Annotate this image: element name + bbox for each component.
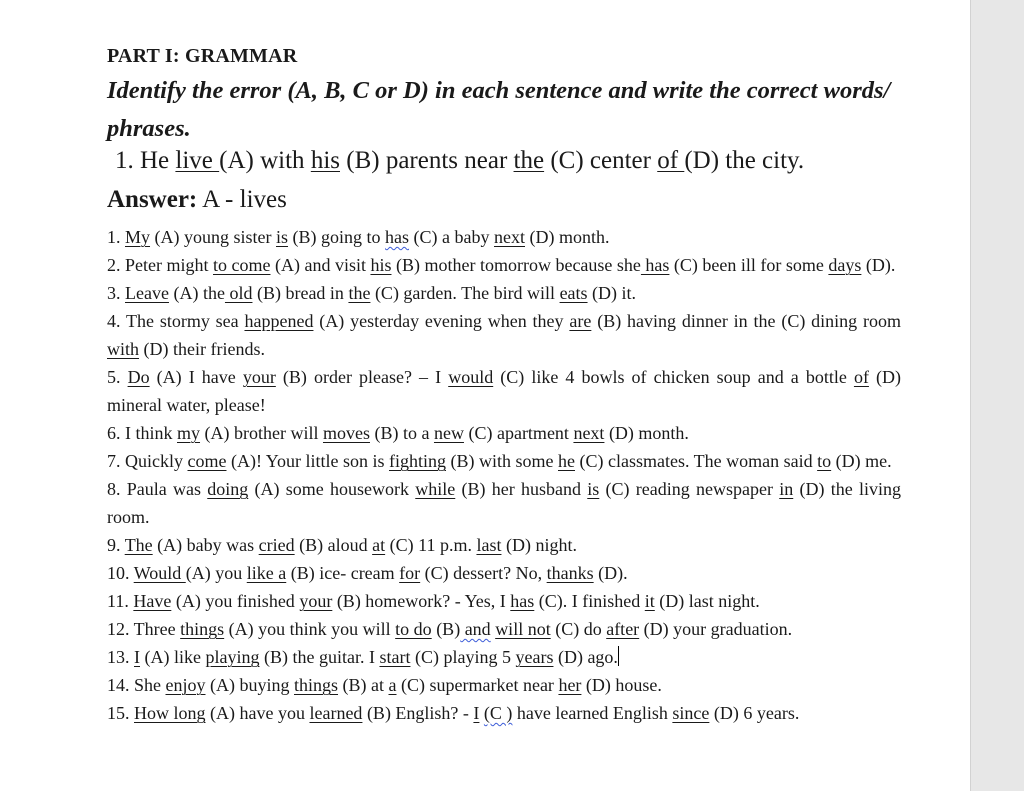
sentence-text: (C) been ill for some bbox=[669, 255, 829, 275]
underlined-option: doing bbox=[207, 479, 249, 499]
sentence-text: (B) English? - bbox=[362, 703, 474, 723]
underlined-option: after bbox=[606, 619, 640, 639]
question-list bbox=[107, 223, 901, 727]
sentence-text: 12. Three bbox=[107, 619, 181, 639]
underlined-option: new bbox=[433, 423, 464, 443]
sentence-text: (C) garden. The bird will bbox=[370, 283, 560, 303]
underlined-option: Have bbox=[133, 591, 172, 611]
underlined-option: Would bbox=[133, 563, 186, 583]
sentence-text: (C) do bbox=[550, 619, 607, 639]
underlined-option: to do bbox=[395, 619, 432, 639]
question-item bbox=[107, 223, 901, 251]
underlined-option: learned bbox=[309, 703, 363, 723]
document-gutter bbox=[970, 0, 1024, 791]
sentence-text: (C). I finished bbox=[534, 591, 645, 611]
question-item bbox=[107, 475, 901, 531]
underlined-option: will not bbox=[495, 619, 551, 639]
sentence-text: (B) bread in bbox=[252, 283, 349, 303]
sentence-text: (D) their friends. bbox=[139, 339, 265, 359]
underlined-option: it bbox=[644, 591, 655, 611]
underlined-option: I bbox=[134, 647, 140, 667]
sentence-text: (C) playing 5 bbox=[410, 647, 516, 667]
underlined-option: has bbox=[640, 255, 670, 275]
underlined-option: start bbox=[379, 647, 411, 667]
sentence-text: (A) you bbox=[185, 563, 247, 583]
question-item bbox=[107, 447, 901, 475]
sentence-text: (B) her husband bbox=[455, 479, 588, 499]
underlined-option: things bbox=[180, 619, 225, 639]
instruction-heading: Identify the error (A, B, C or D) in each sentence and write the correct words/ phrases. bbox=[107, 77, 891, 142]
sentence-text: (D) me. bbox=[831, 451, 892, 471]
sentence-text: (B) mother tomorrow because she bbox=[391, 255, 641, 275]
sentence-text: (A) and visit bbox=[270, 255, 371, 275]
underlined-option: your bbox=[242, 367, 276, 387]
sentence-text: (A) I have bbox=[149, 367, 243, 387]
underlined-option: cried bbox=[258, 535, 295, 555]
question-item bbox=[107, 643, 901, 671]
example-answer bbox=[107, 186, 287, 214]
sentence-text: (A) like bbox=[140, 647, 206, 667]
sentence-text: (A) brother will bbox=[200, 423, 323, 443]
underlined-option: her bbox=[558, 675, 582, 695]
sentence-text: 5. bbox=[107, 367, 128, 387]
underlined-option: playing bbox=[205, 647, 260, 667]
sentence-text: (A) young sister bbox=[150, 227, 276, 247]
sentence-text: 15. bbox=[107, 703, 134, 723]
sentence-text: (D) the living room. bbox=[107, 479, 901, 527]
question-item bbox=[107, 251, 901, 279]
sentence-text: 1. He bbox=[115, 147, 176, 174]
question-item bbox=[107, 307, 901, 363]
underlined-option: is bbox=[587, 479, 600, 499]
sentence-text: (A) you think you will bbox=[224, 619, 396, 639]
sentence-text: (C) like 4 bowls of chicken soup and a bottle bbox=[493, 367, 854, 387]
sentence-text: (D). bbox=[861, 255, 896, 275]
underlined-option: the bbox=[513, 147, 545, 174]
underlined-option: enjoy bbox=[165, 675, 206, 695]
sentence-text: (B) order please? – I bbox=[275, 367, 449, 387]
sentence-text: (B) the guitar. I bbox=[259, 647, 380, 667]
sentence-text: (D) last night. bbox=[654, 591, 760, 611]
question-item bbox=[107, 363, 901, 419]
sentence-text: 4. The stormy sea bbox=[107, 311, 245, 331]
sentence-text: (B) with some bbox=[446, 451, 558, 471]
sentence-text: (A) have you bbox=[205, 703, 310, 723]
underlined-option: days bbox=[828, 255, 862, 275]
sentence-text: (D) mineral water, please! bbox=[107, 367, 901, 415]
underlined-option: with bbox=[107, 339, 140, 359]
underlined-option: years bbox=[515, 647, 554, 667]
underlined-option: a bbox=[388, 675, 397, 695]
question-item bbox=[107, 419, 901, 447]
sentence-text: 7. Quickly bbox=[107, 451, 188, 471]
underlined-option: at bbox=[372, 535, 386, 555]
underlined-option: old bbox=[224, 283, 253, 303]
underlined-option: is bbox=[276, 227, 289, 247]
underlined-option: Do bbox=[127, 367, 150, 387]
sentence-text: (B) parents near bbox=[340, 147, 514, 174]
sentence-text: (B) having dinner in the (C) dining room bbox=[591, 311, 901, 331]
answer-text: A - lives bbox=[197, 186, 287, 213]
sentence-text: (B) going to bbox=[288, 227, 386, 247]
underlined-option: he bbox=[558, 451, 575, 471]
sentence-text: (C) center bbox=[544, 147, 658, 174]
sentence-text: (A) baby was bbox=[152, 535, 259, 555]
underlined-option: while bbox=[415, 479, 456, 499]
underlined-option: My bbox=[125, 227, 151, 247]
sentence-text: 8. Paula was bbox=[107, 479, 208, 499]
underlined-option: happened bbox=[244, 311, 314, 331]
sentence-text: (A)! Your little son is bbox=[226, 451, 389, 471]
sentence-text: 1. bbox=[107, 227, 125, 247]
underlined-option: come bbox=[187, 451, 227, 471]
underlined-option: moves bbox=[322, 423, 370, 443]
underlined-option: I bbox=[473, 703, 480, 723]
sentence-text: (A) some housework bbox=[248, 479, 416, 499]
underlined-option: your bbox=[299, 591, 333, 611]
underlined-option: his bbox=[370, 255, 392, 275]
underlined-option: since bbox=[672, 703, 710, 723]
underlined-option: of bbox=[657, 147, 685, 174]
sentence-text: (A) with bbox=[219, 147, 311, 174]
sentence-text: (C) 11 p.m. bbox=[385, 535, 477, 555]
sentence-text: 2. Peter might bbox=[107, 255, 213, 275]
sentence-text: 13. bbox=[107, 647, 134, 667]
sentence-text: (B) ice- cream bbox=[286, 563, 400, 583]
text-cursor bbox=[618, 646, 619, 666]
sentence-text: 11. bbox=[107, 591, 134, 611]
underlined-option: The bbox=[124, 535, 153, 555]
sentence-text: 9. bbox=[107, 535, 125, 555]
sentence-text: have learned English bbox=[512, 703, 673, 723]
sentence-text: (D) ago. bbox=[553, 647, 618, 667]
underlined-option: my bbox=[177, 423, 201, 443]
part-title: PART I: GRAMMAR bbox=[107, 45, 298, 67]
example-sentence bbox=[115, 147, 804, 175]
sentence-text: (C) a baby bbox=[409, 227, 494, 247]
question-item bbox=[107, 699, 901, 727]
underlined-option: of bbox=[853, 367, 869, 387]
sentence-text: (B) at bbox=[338, 675, 389, 695]
spellcheck-marked-text: has bbox=[385, 227, 410, 247]
sentence-text: 6. I think bbox=[107, 423, 177, 443]
sentence-text: (A) the bbox=[168, 283, 225, 303]
underlined-option: next bbox=[573, 423, 605, 443]
sentence-text: (D). bbox=[593, 563, 628, 583]
sentence-text: (D) month. bbox=[604, 423, 689, 443]
underlined-option: to bbox=[817, 451, 832, 471]
sentence-text: (B) aloud bbox=[294, 535, 373, 555]
sentence-text: (C) apartment bbox=[463, 423, 574, 443]
sentence-text: (D) it. bbox=[587, 283, 637, 303]
sentence-text: (D) month. bbox=[525, 227, 610, 247]
sentence-text: (D) house. bbox=[581, 675, 662, 695]
sentence-text: (B) to a bbox=[369, 423, 434, 443]
underlined-option: thanks bbox=[546, 563, 594, 583]
answer-label: Answer: bbox=[107, 186, 198, 213]
underlined-option: eats bbox=[559, 283, 588, 303]
underlined-option: last bbox=[476, 535, 502, 555]
question-item bbox=[107, 587, 901, 615]
underlined-option: How long bbox=[134, 703, 206, 723]
question-item bbox=[107, 615, 901, 643]
sentence-text: (D) night. bbox=[501, 535, 577, 555]
underlined-option: in bbox=[779, 479, 794, 499]
underlined-option: to come bbox=[213, 255, 271, 275]
underlined-option: Leave bbox=[125, 283, 169, 303]
spellcheck-marked-text: (C ) bbox=[483, 703, 513, 723]
spellcheck-marked-text: and bbox=[460, 619, 491, 639]
sentence-text: (C) supermarket near bbox=[396, 675, 559, 695]
sentence-text: (B) bbox=[431, 619, 461, 639]
sentence-text: 14. She bbox=[107, 675, 166, 695]
sentence-text: 10. bbox=[107, 563, 134, 583]
underlined-option: like a bbox=[246, 563, 287, 583]
sentence-text: (D) the city. bbox=[684, 147, 805, 174]
sentence-text: (A) buying bbox=[205, 675, 294, 695]
underlined-option: would bbox=[448, 367, 494, 387]
question-item bbox=[107, 671, 901, 699]
question-item bbox=[107, 279, 901, 307]
sentence-text: (C) reading newspaper bbox=[599, 479, 780, 499]
sentence-text: 3. bbox=[107, 283, 125, 303]
sentence-text: (D) your graduation. bbox=[639, 619, 793, 639]
sentence-text: (A) you finished bbox=[171, 591, 300, 611]
underlined-option: the bbox=[348, 283, 371, 303]
underlined-option: has bbox=[510, 591, 535, 611]
underlined-option: things bbox=[294, 675, 339, 695]
underlined-option: are bbox=[569, 311, 592, 331]
question-item bbox=[107, 559, 901, 587]
sentence-text: (C) classmates. The woman said bbox=[575, 451, 818, 471]
question-item bbox=[107, 531, 901, 559]
underlined-option: next bbox=[494, 227, 525, 247]
underlined-option: for bbox=[399, 563, 421, 583]
underlined-option: his bbox=[310, 147, 340, 174]
sentence-text: (A) yesterday evening when they bbox=[313, 311, 570, 331]
underlined-option: live bbox=[175, 147, 220, 174]
sentence-text: (B) homework? - Yes, I bbox=[332, 591, 511, 611]
sentence-text: (D) 6 years. bbox=[709, 703, 800, 723]
sentence-text: (C) dessert? No, bbox=[420, 563, 547, 583]
underlined-option: fighting bbox=[389, 451, 446, 471]
